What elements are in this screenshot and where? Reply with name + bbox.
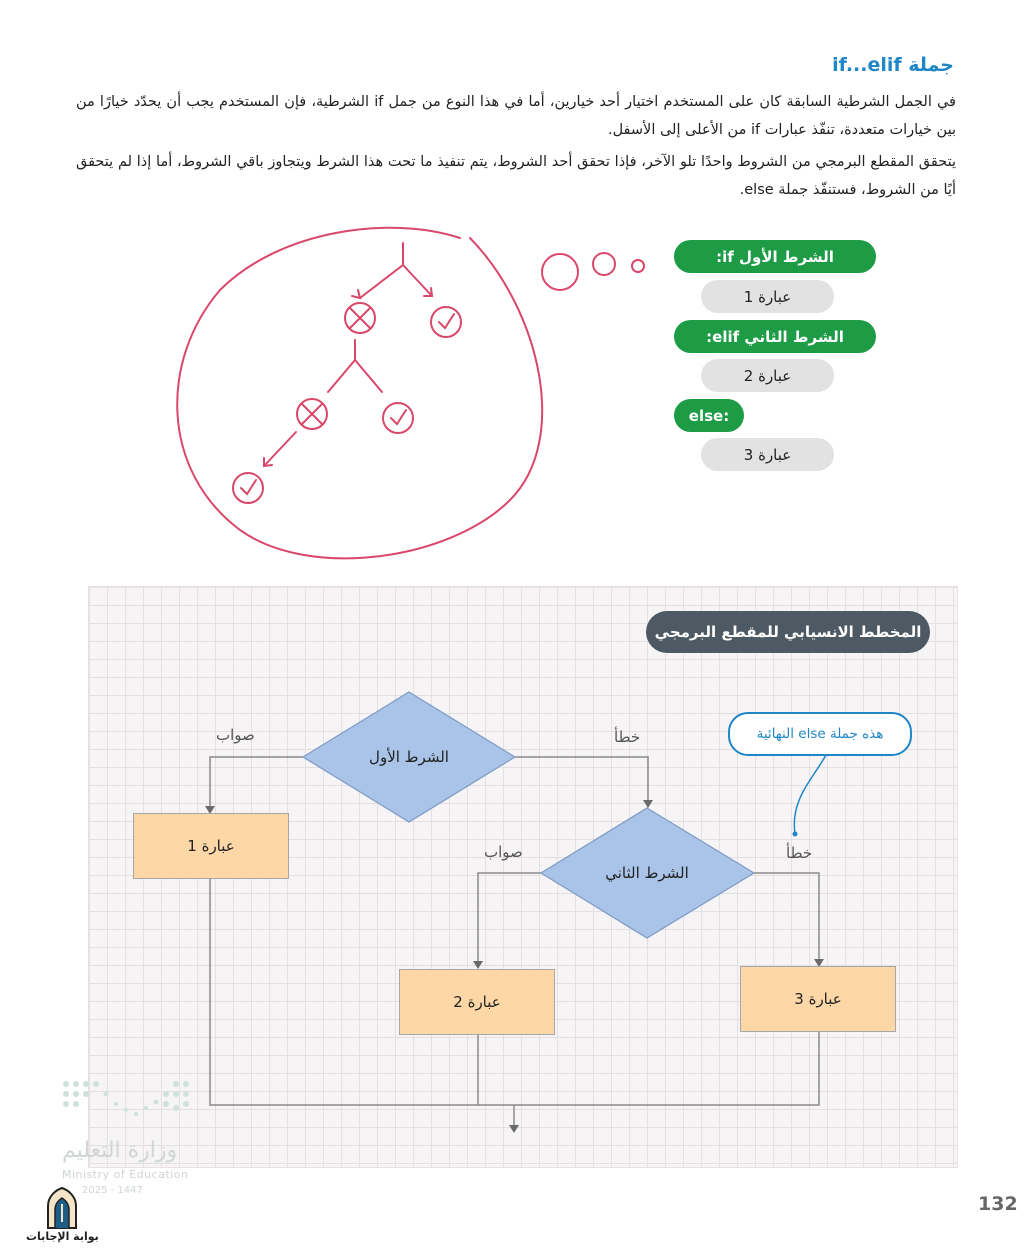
statement-2-box: عبارة 2	[399, 969, 555, 1035]
ministry-name-english: Ministry of Education	[62, 1168, 189, 1181]
condition-1-label: الشرط الأول	[369, 748, 449, 766]
else-callout: هذه جملة else النهائية	[728, 712, 912, 756]
statement-1-box: عبارة 1	[133, 813, 289, 879]
false-label-1: خطأ	[614, 728, 641, 746]
flowchart-title: المخطط الانسيابي للمقطع البرمجي	[646, 611, 930, 653]
watermark-logo-icon	[42, 1186, 82, 1230]
true-label-1: صواب	[216, 726, 255, 744]
section-heading: جملة if...elif	[832, 54, 954, 76]
watermark-label: بوابة الإجابات	[26, 1230, 99, 1243]
elif-condition-pill: الشرط الثاني elif:	[674, 320, 876, 353]
statement-3-pill: عبارة 3	[701, 438, 834, 471]
page-number: 132	[978, 1193, 1018, 1215]
condition-2-label: الشرط الثاني	[605, 864, 689, 882]
false-label-2: خطأ	[786, 844, 813, 862]
statement-2-pill: عبارة 2	[701, 359, 834, 392]
if-condition-pill: الشرط الأول if:	[674, 240, 876, 273]
true-label-2: صواب	[484, 843, 523, 861]
else-pill: else:	[674, 399, 744, 432]
ministry-name-arabic: وزارة التعليم	[62, 1138, 178, 1163]
intro-paragraph: في الجمل الشرطية السابقة كان على المستخدم اختيار أحد خيارين، أما في هذا النوع من جمل if الشرطية، فإن المستخدم يجب أن يحدّد خيارًا من بين خيارات متعددة، تنفّذ عبارات if من الأعلى إلى الأسفل.	[76, 94, 956, 138]
ministry-logo-dots	[62, 1080, 198, 1130]
statement-1-pill: عبارة 1	[701, 280, 834, 313]
statement-3-box: عبارة 3	[740, 966, 896, 1032]
explanation-paragraph: يتحقق المقطع البرمجي من الشروط واحدًا تلو الآخر، فإذا تحقق أحد الشروط، يتم تنفيذ ما تحت هذا الشرط ويتجاوز باقي الشروط، أما إذا لم يتحقق أيًا من الشروط، فستنفّذ جملة else.	[76, 154, 956, 198]
ministry-year: 2025 - 1447	[82, 1185, 143, 1196]
